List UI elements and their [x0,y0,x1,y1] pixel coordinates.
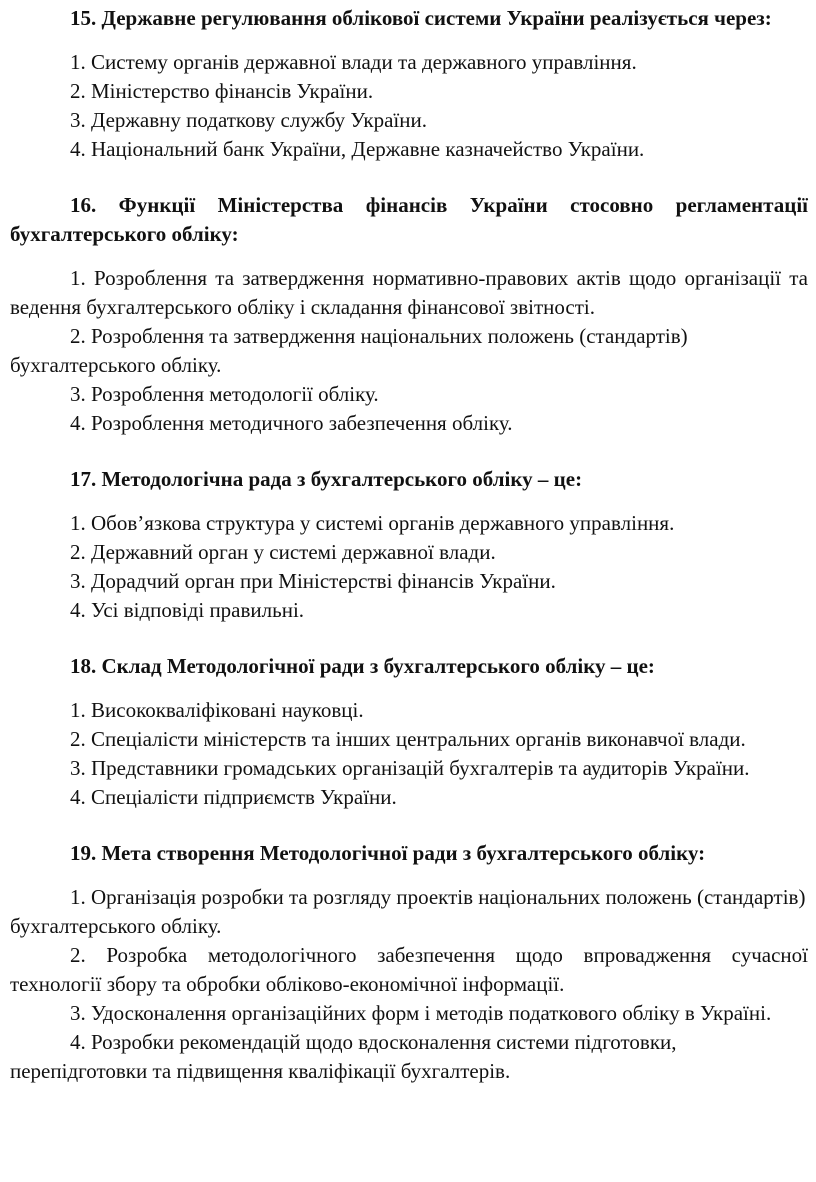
answer-list [10,696,808,812]
question-19 [10,839,808,1086]
answer-list [10,264,808,438]
answer-option: 2. Розробка методологічного забезпечення щодо впровадження сучасної технології збору та обробки обліково-економічної інформації. [10,943,808,996]
question-title: 16. Функції Міністерства фінансів України стосовно регламентації бухгалтерського обліку: [10,193,808,246]
answer-option: 4. Усі відповіді правильні. [70,598,305,622]
answer-option: 3. Розроблення методології обліку. [70,382,379,406]
answer-option: 3. Державну податкову службу України. [70,108,427,132]
answer-option: 1. Обов’язкова структура у системі органів державного управління. [70,511,675,535]
question-16 [10,191,808,438]
question-18 [10,652,808,812]
answer-option: 4. Розробки рекомендацій щодо вдосконалення системи підготовки, перепідготовки та підвищення кваліфікації бухгалтерів. [10,1030,677,1083]
answer-list [10,48,808,164]
answer-option: 3. Дорадчий орган при Міністерстві фінансів України. [70,569,556,593]
answer-option: 4. Національний банк України, Державне казначейство України. [70,137,645,161]
answer-option: 2. Спеціалісти міністерств та інших центральних органів виконавчої влади. [70,727,746,751]
answer-option: 3. Представники громадських організацій бухгалтерів та аудиторів України. [70,756,750,780]
question-title: 17. Методологічна рада з бухгалтерського обліку – це: [70,467,583,491]
answer-option: 1. Висококваліфіковані науковці. [70,698,364,722]
question-15 [10,4,808,164]
question-title: 15. Державне регулювання облікової системи України реалізується через: [70,6,772,30]
answer-option: 2. Міністерство фінансів України. [70,79,374,103]
answer-option: 2. Державний орган у системі державної влади. [70,540,496,564]
answer-list [10,883,808,1086]
answer-option: 1. Організація розробки та розгляду проектів національних положень (стандартів) бухгалтерського обліку. [10,885,806,938]
answer-list [10,509,808,625]
question-title: 18. Склад Методологічної ради з бухгалтерського обліку – це: [70,654,655,678]
answer-option: 3. Удосконалення організаційних форм і методів податкового обліку в Україні. [70,1001,772,1025]
answer-option: 2. Розроблення та затвердження національних положень (стандартів) бухгалтерського обліку. [10,324,688,377]
answer-option: 4. Розроблення методичного забезпечення обліку. [70,411,513,435]
document-page [10,4,808,1113]
answer-option: 1. Систему органів державної влади та державного управління. [70,50,637,74]
answer-option: 1. Розроблення та затвердження нормативно-правових актів щодо організації та ведення бухгалтерського обліку і складання фінансової звітності. [10,266,808,319]
question-17 [10,465,808,625]
answer-option: 4. Спеціалісти підприємств України. [70,785,397,809]
question-title: 19. Мета створення Методологічної ради з бухгалтерського обліку: [70,841,706,865]
